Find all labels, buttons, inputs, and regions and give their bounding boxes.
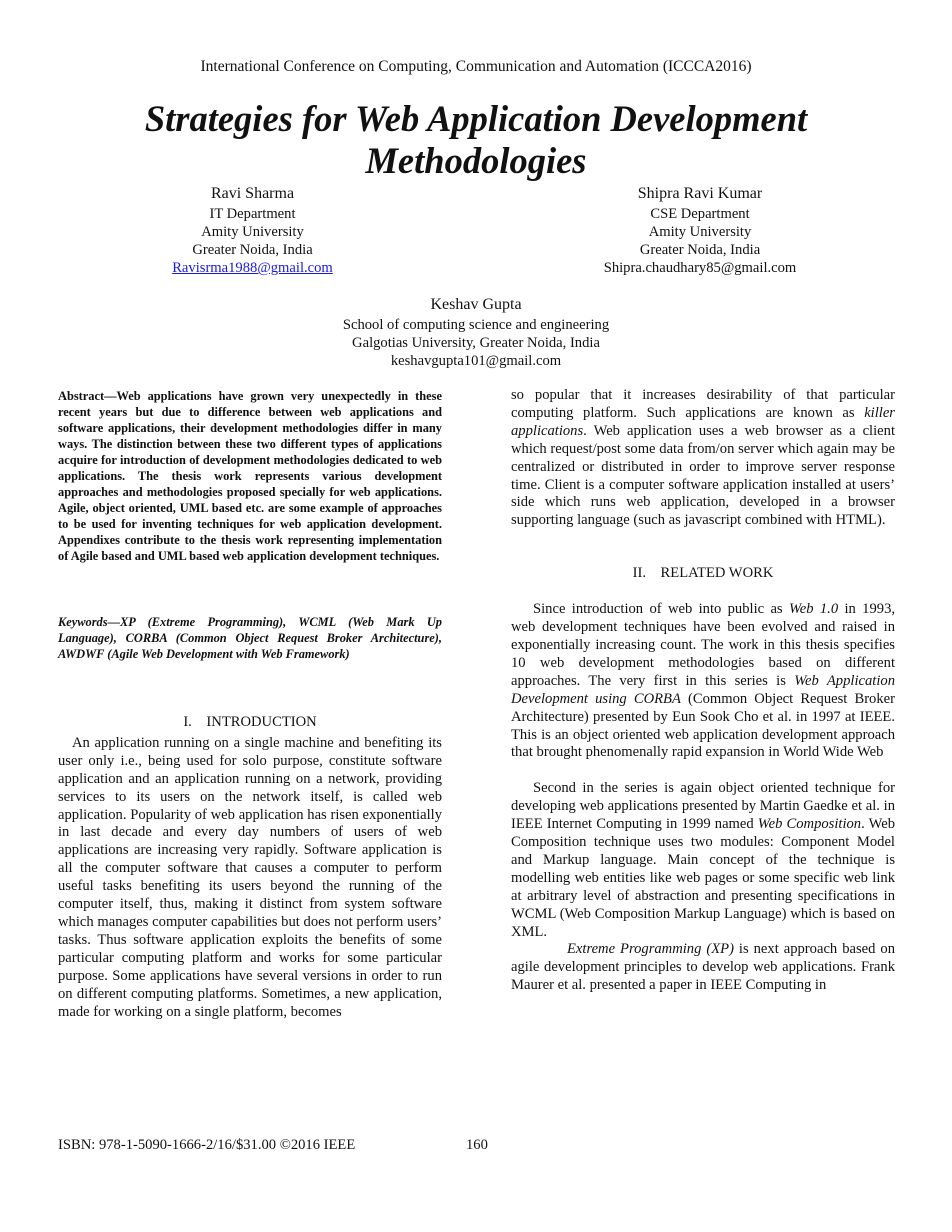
author-block-1 <box>110 183 395 277</box>
author-univ: Galgotias University, Greater Noida, India <box>352 335 600 351</box>
section-heading: I. INTRODUCTION <box>183 714 317 730</box>
text: so popular that it increases desirability of that particular computing platform. Such applications are known as <box>511 387 895 421</box>
paper-title <box>0 98 952 182</box>
author-email-link[interactable]: Ravisrma1988@gmail.com <box>172 260 333 276</box>
author-block-3 <box>276 294 676 370</box>
author-name: Keshav Gupta <box>430 296 522 313</box>
emphasis: Web 1.0 <box>788 601 839 618</box>
author-dept: School of computing science and engineering <box>342 317 610 333</box>
author-email: keshavgupta101@gmail.com <box>390 353 562 369</box>
author-location: Greater Noida, India <box>192 242 313 258</box>
author-univ: Amity University <box>648 224 752 240</box>
conference-header: International Conference on Computing, Communication and Automation (ICCCA2016) <box>200 58 752 75</box>
paragraph: An application running on a single machine and benefiting its user only i.e., being used for solo purpose, constitute software application and an application running on a network, providing services to its users on the network itself, is called web application. Popularity of web application has risen exponentially in last decade and every day numbers of users of web applications are increasing very rapidly. Software application is all the computer software that causes a computer to perform useful tasks benefiting its users beyond the running of the computer itself, thus, making it distinct from system software which manages computer capabilities but does not perform users’ tasks. Thus software application exploits the benefits of some particular computing platform and works for some particular purpose. Some applications have several versions in order to run on different computing platforms. Sometimes, a new application, made for working on a single platform, becomes <box>58 734 442 1020</box>
page-number: 160 <box>466 1137 488 1153</box>
paragraph <box>511 780 895 941</box>
emphasis: Web Composition <box>757 816 862 833</box>
right-column <box>511 387 895 995</box>
author-dept: CSE Department <box>650 206 750 222</box>
author-name: Shipra Ravi Kumar <box>637 185 763 202</box>
author-location: Greater Noida, India <box>639 242 761 258</box>
paragraph <box>511 601 895 762</box>
section-introduction <box>58 714 442 1021</box>
paragraph <box>511 941 895 995</box>
emphasis: Extreme Programming (XP) <box>567 941 734 958</box>
text: in 1993, web development techniques have been evolved and raised in exponentially increasing count. The work in this thesis specifies 10 web development methodologies based on different approaches. The very first in this series is <box>511 601 896 689</box>
section-heading: II. RELATED WORK <box>632 565 774 582</box>
emphasis: killer applications <box>511 404 895 439</box>
text: (Common Object Request Broker Architecture) presented by Eun Sook Cho et al. in 1997 at IEEE. This is an object oriented web application development approach that brought phenomenally rapid expansion in World Wide Web <box>511 690 895 761</box>
text: . Web application uses a web browser as a client which request/post some data from/on server which again may be centralized or distributed in order to improve server response time. Client is a computer software application installed at users’ side which runs web application, developed in a browser supporting language (such as javascript combined with HTML). <box>511 422 895 529</box>
paragraph <box>511 387 895 530</box>
text: Since introduction of web into public as <box>533 601 789 618</box>
text: Second in the series is again object oriented technique for developing web applications presented by Martin Gaedke et al. in IEEE Internet Computing in 1999 named <box>511 780 895 833</box>
author-name: Ravi Sharma <box>210 185 295 202</box>
emphasis: Web Application Development using CORBA <box>511 672 895 707</box>
author-block-2 <box>555 183 845 277</box>
footer-isbn: ISBN: 978-1-5090-1666-2/16/$31.00 ©2016 IEEE <box>58 1137 356 1153</box>
author-dept: IT Department <box>209 206 296 222</box>
author-email: Shipra.chaudhary85@gmail.com <box>603 260 797 276</box>
title-line-1: Strategies for Web Application Development <box>144 98 808 139</box>
keywords: Keywords—XP (Extreme Programming), WCML (Web Mark Up Language), CORBA (Common Object Request Broker Architecture), AWDWF (Agile Web Development with Web Framework) <box>58 615 442 661</box>
text: . Web Composition technique uses two modules: Component Model and Markup language. Main concept of the technique is modelling web entities like web pages or some specific web link at arbitrary level of abstraction and presenting specifications in WCML (Web Composition Markup Language) which is based on XML. <box>511 816 895 940</box>
text: is next approach based on agile development principles to develop web applications. Frank Maurer et al. presented a paper in IEEE Computing in <box>511 941 895 994</box>
author-univ: Amity University <box>201 224 304 240</box>
title-line-2: Methodologies <box>365 140 587 181</box>
abstract: Abstract—Web applications have grown very unexpectedly in these recent years but due to difference between web applications and software applications, their development methodologies differ in many ways. The distinction between these two different types of applications acquire for introduction of development methodologies dedicated to web applications. The thesis work represents various development approaches and methodologies proposed specially for web applications. Agile, object oriented, UML based etc. are some example of approaches to be used for inventing techniques for web application development. Appendixes contribute to the thesis work representing implementation of Agile based and UML based web application development techniques. <box>58 389 442 563</box>
